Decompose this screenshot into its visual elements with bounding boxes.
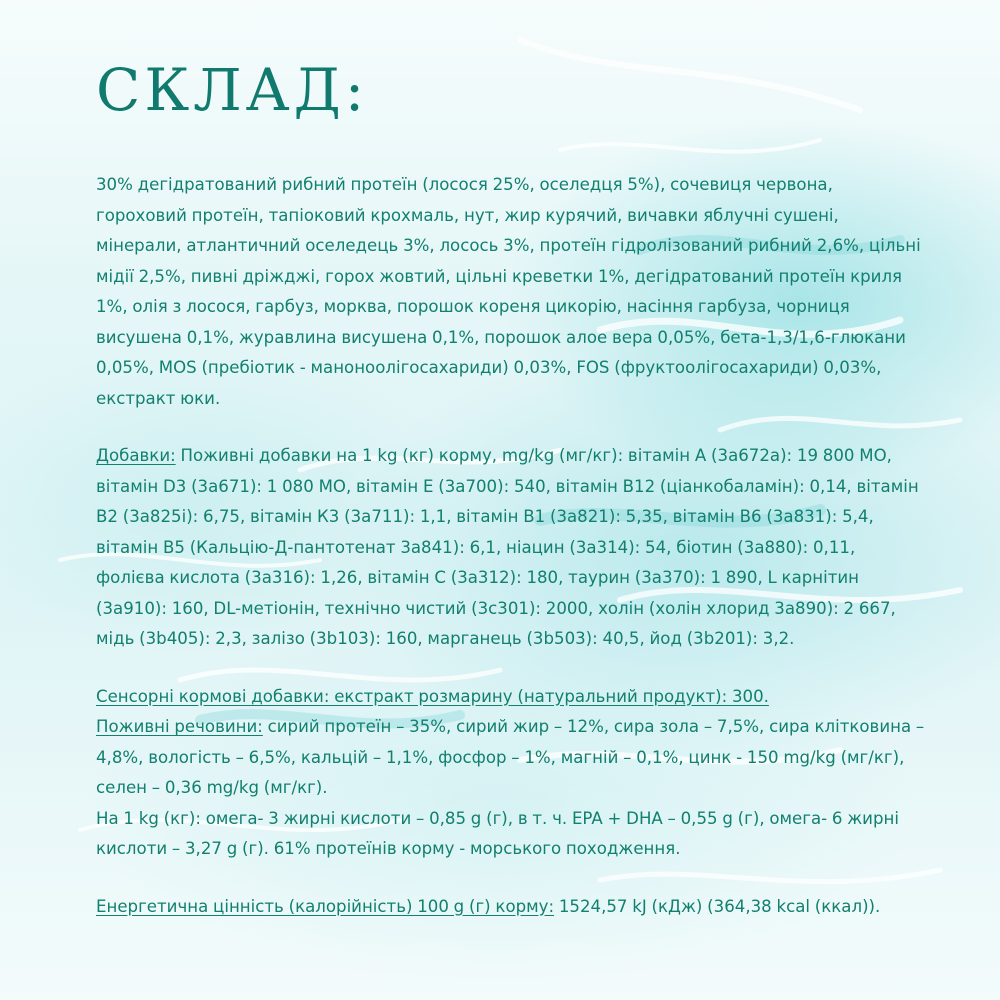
content xyxy=(96,50,926,949)
additives-text: Поживні добавки на 1 kg (кг) корму, mg/kg (мг/кг): вітамін А (3а672а): 19 800 МО, вітамін D3 (3а671): 1 080 МО, вітамін Е (3а700): 540, вітамін B12 (ціанкобаламін): 0,14, вітамін B2 (3а825і): 6,75, вітамін К3 (3а711): 1,1, вітамін B1 (3а821): 5,35, вітамін B6 (3а831): 5,4, вітамін B5 (Кальцію-Д-пантотенат 3а841): 6,1, ніацин (3а314): 54, біотин (3а880): 0,11, фолієва кислота (3а316): 1,26, вітамін С (3а312): 180, таурин (3а370): 1 890, L карнітин (3а910): 160, DL-метіонін, технічно чистий (3с301): 2000, холін (холін хлорид 3а890): 2 667, мідь (3b405): 2,3, залізо (3b103): 160, марганець (3b503): 40,5, йод (3b201): 3,2. xyxy=(96,446,919,648)
nutrition-section xyxy=(96,682,926,865)
nutrients-text: сирий протеїн – 35%, сирий жир – 12%, сира зола – 7,5%, сира клітковина – 4,8%, вологість – 6,5%, кальцій – 1,1%, фосфор – 1%, магній – 0,1%, цинк - 150 mg/kg (мг/кг), селен – 0,36 mg/kg (мг/кг). xyxy=(96,717,925,797)
additives-section xyxy=(96,441,926,655)
page-title: СКЛАД: xyxy=(96,56,369,124)
additives-label: Добавки: xyxy=(96,446,176,465)
nutrients-line xyxy=(96,712,926,804)
sensory-text: Сенсорні кормові добавки: екстракт розмарину (натуральний продукт): 300. xyxy=(96,686,769,706)
nutrients-label: Поживні речовини: xyxy=(96,717,263,736)
composition-text: 30% дегідратований рибний протеїн (лосося 25%, оселедця 5%), сочевиця червона, гороховий протеїн, тапіоковий крохмаль, нут, жир курячий, вичавки яблучні сушені, мінерали, атлантичний оселедець 3%, лосось 3%, протеїн гідролізований рибний 2,6%, цільні мідії 2,5%, пивні дріжджі, горох жовтий, цільні креветки 1%, дегідратований протеїн криля 1%, олія з лосося, гарбуз, морква, порошок кореня цикорію, насіння гарбуза, чорниця висушена 0,1%, журавлина висушена 0,1%, порошок алое вера 0,05%, бета-1,3/1,6-глюкани 0,05%, MOS (пребіотик - маноноолігосахариди) 0,03%, FOS (фруктоолігосахариди) 0,03%, екстракт юки. xyxy=(96,175,921,408)
energy-label: Енергетична цінність (калорійність) 100 g (г) корму: xyxy=(96,896,555,916)
omega-line: На 1 kg (кг): омега- 3 жирні кислоти – 0,85 g (г), в т. ч. EPA + DHA – 0,55 g (г), омега- 6 жирні кислоти – 3,27 g (г). 61% протеїнів корму - морського походження. xyxy=(96,808,899,858)
sensory-line xyxy=(96,682,926,713)
energy-text: 1524,57 kJ (кДж) (364,38 kcal (ккал)). xyxy=(554,896,881,916)
energy-section xyxy=(96,892,926,923)
